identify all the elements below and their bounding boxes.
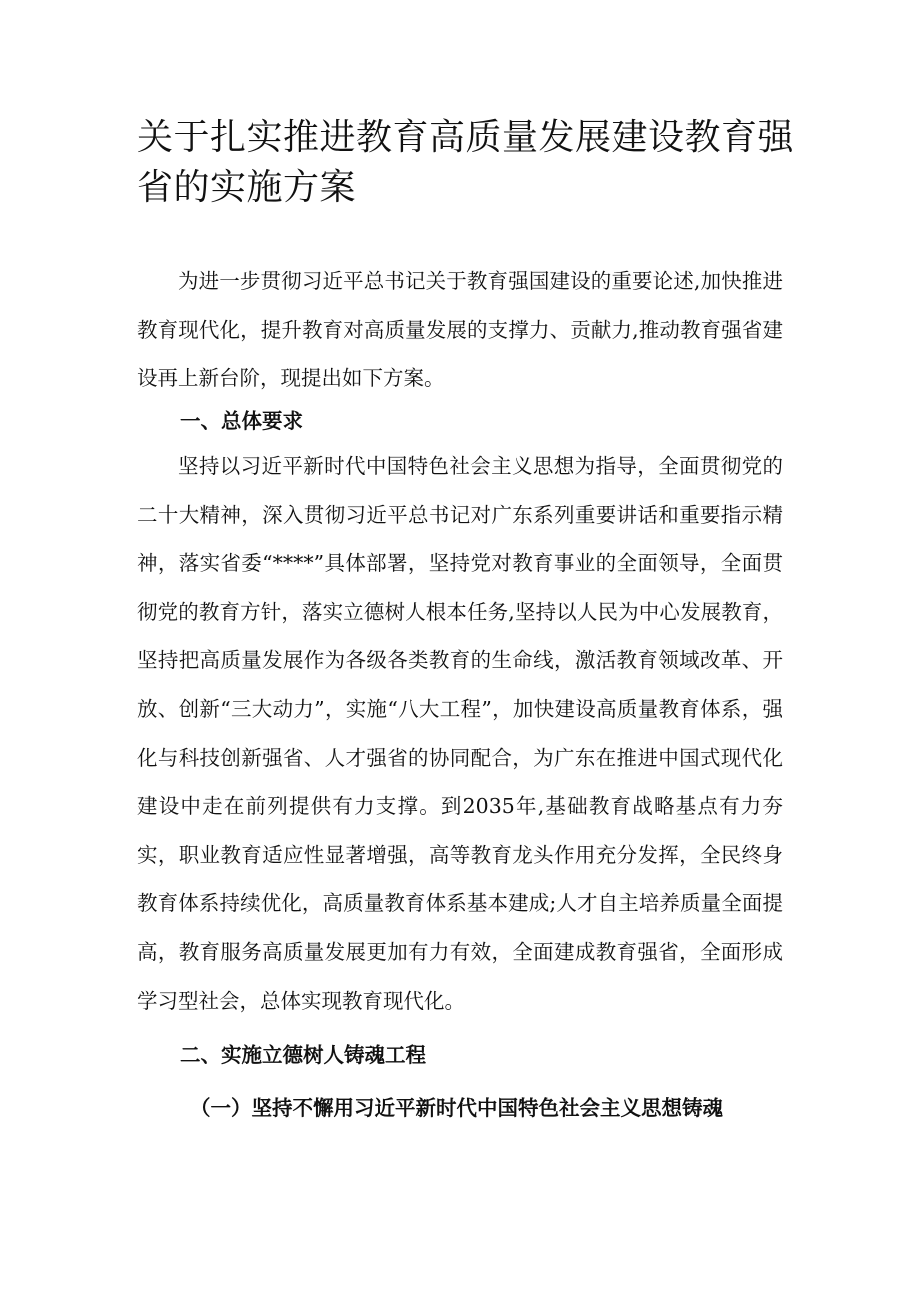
section-heading-2: 二、实施立德树人铸魂工程: [180, 1043, 426, 1067]
document-title: 关于扎实推进教育高质量发展建设教育强省的实施方案: [137, 117, 795, 208]
section-1-body: 坚持以习近平新时代中国特色社会主义思想为指导，全面贯彻党的二十大精神，深入贯彻习近平总书记对广东系列重要讲话和重要指示精神，落实省委“****”具体部署，坚持党对教育事业的全面领导，全面贯彻党的教育方针，落实立德树人根本任务,坚持以人民为中心发展教育，坚持把高质量发展作为各级各类教育的生命线，激活教育领域改革、开放、创新“三大动力”，实施“八大工程”，加快建设高质量教育体系，强化与科技创新强省、人才强省的协同配合，为广东在推进中国式现代化建设中走在前列提供有力支撑。到2035年,基础教育战略基点有力夯实，职业教育适应性显著增强，高等教育龙头作用充分发挥，全民终身教育体系持续优化，高质量教育体系基本建成;人才自主培养质量全面提高，教育服务高质量发展更加有力有效，全面建成教育强省，全面形成学习型社会，总体实现教育现代化。: [137, 454, 783, 1013]
section-heading-1: 一、总体要求: [180, 409, 303, 433]
subsection-heading-1: （一）坚持不懈用习近平新时代中国特色社会主义思想铸魂: [190, 1096, 723, 1120]
intro-paragraph: 为进一步贯彻习近平总书记关于教育强国建设的重要论述,加快推进教育现代化，提升教育对高质量发展的支撑力、贡献力,推动教育强省建设再上新台阶，现提出如下方案。: [137, 269, 783, 391]
